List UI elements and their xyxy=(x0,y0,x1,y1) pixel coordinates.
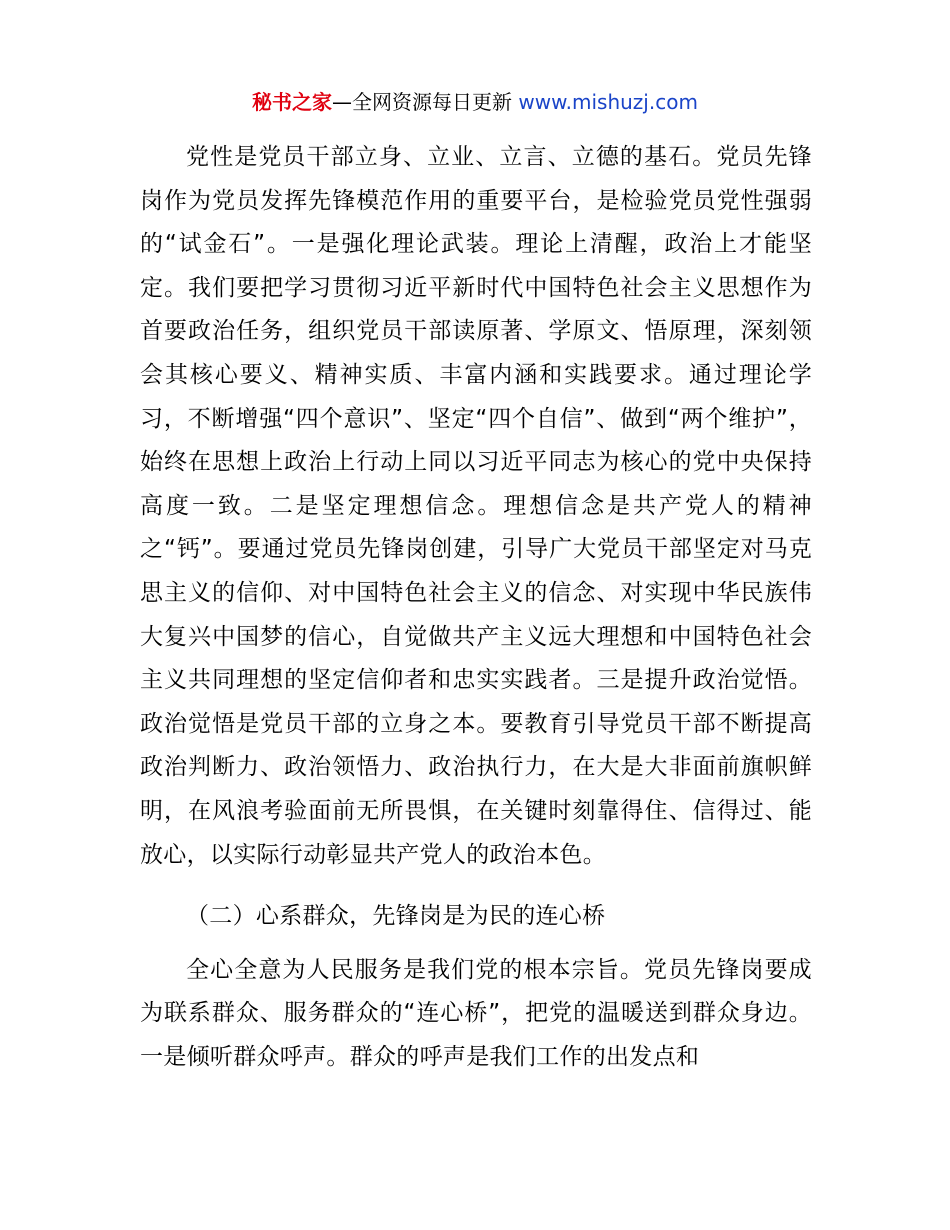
website-link[interactable]: www.mishuzj.com xyxy=(518,90,698,114)
header-tagline: —全网资源每日更新 xyxy=(332,90,513,114)
page-header xyxy=(0,86,950,118)
document-body xyxy=(140,136,812,1079)
section-heading: （二）心系群众，先锋岗是为民的连心桥 xyxy=(186,903,606,930)
brand-name: 秘书之家 xyxy=(252,90,333,114)
body-paragraph: 全心全意为人民服务是我们党的根本宗旨。党员先锋岗要成为联系群众、服务群众的“连心桥”，把党的温暖送到群众身边。一是倾听群众呼声。群众的呼声是我们工作的出发点和 xyxy=(140,956,812,1070)
body-paragraph: 党性是党员干部立身、立业、立言、立德的基石。党员先锋岗作为党员发挥先锋模范作用的重要平台，是检验党员党性强弱的“试金石”。一是强化理论武装。理论上清醒，政治上才能坚定。我们要把学习贯彻习近平新时代中国特色社会主义思想作为首要政治任务，组织党员干部读原著、学原文、悟原理，深刻领会其核心要义、精神实质、丰富内涵和实践要求。通过理论学习，不断增强“四个意识”、坚定“四个自信”、做到“两个维护”，始终在思想上政治上行动上同以习近平同志为核心的党中央保持高度一致。二是坚定理想信念。理想信念是共产党人的精神之“钙”。要通过党员先锋岗创建，引导广大党员干部坚定对马克思主义的信仰、对中国特色社会主义的信念、对实现中华民族伟大复兴中国梦的信心，自觉做共产主义远大理想和中国特色社会主义共同理想的坚定信仰者和忠实实践者。三是提升政治觉悟。政治觉悟是党员干部的立身之本。要教育引导党员干部不断提高政治判断力、政治领悟力、政治执行力，在大是大非面前旗帜鲜明，在风浪考验面前无所畏惧，在关键时刻靠得住、信得过、能放心，以实际行动彰显共产党人的政治本色。 xyxy=(140,144,812,868)
